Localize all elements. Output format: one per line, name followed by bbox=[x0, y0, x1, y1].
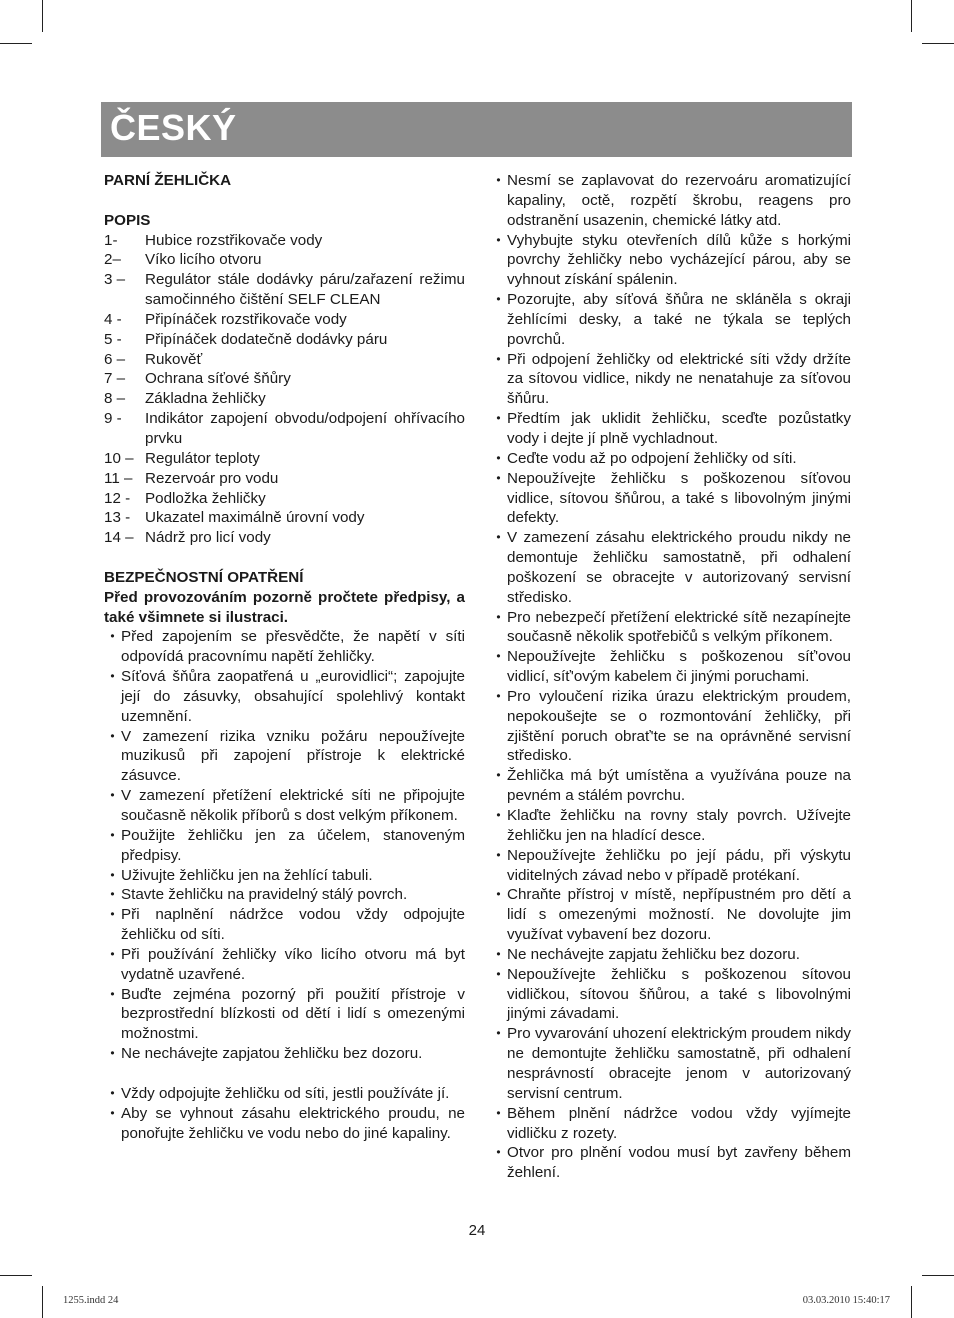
bullet-text: Nepoužívejte žehličku s poškozenou síťovou vidlice, sítovou šňůrou, a také s libovolným jinými defekty. bbox=[507, 469, 851, 527]
bullet-icon: • bbox=[110, 788, 115, 803]
bullet-icon: • bbox=[110, 629, 115, 644]
bullet-item bbox=[104, 985, 465, 1045]
crop-mark bbox=[922, 1275, 954, 1276]
crop-mark bbox=[922, 43, 954, 44]
item-number: 1- bbox=[104, 231, 118, 249]
bullet-text: Při naplnění nádržce vodou vždy odpojujte žehličku od síti. bbox=[121, 906, 465, 944]
bullet-item bbox=[490, 171, 851, 231]
bullet-item bbox=[104, 1104, 465, 1144]
parts-list bbox=[104, 231, 465, 549]
section-title: PARNÍ ŽEHLIČKA bbox=[104, 172, 232, 189]
item-number: 5 - bbox=[104, 330, 122, 348]
page-number: 24 bbox=[468, 1222, 486, 1239]
bullet-item bbox=[490, 846, 851, 886]
bullet-text: Při používání žehličky víko licího otvoru má byt vydatně uzavřené. bbox=[121, 945, 465, 983]
safety-list-right bbox=[490, 171, 851, 1183]
list-item bbox=[104, 350, 465, 370]
bullet-icon: • bbox=[496, 847, 501, 862]
bullet-text: V zamezení rizika vzniku požáru nepoužívejte muzikusů při zapojení přístroje k elektrické zásuvce. bbox=[121, 727, 465, 785]
bullet-item bbox=[490, 290, 851, 350]
item-number: 2– bbox=[104, 251, 121, 269]
bullet-text: Vyhybujte styku otevřeních dílů kůže s horkými povrchy žehličky nebo vycházející párou, aby se vyhnout získání spálenin. bbox=[507, 231, 851, 289]
bullet-item bbox=[104, 786, 465, 826]
bullet-text: Vždy odpojujte žehličku od síti, jestli používáte jí. bbox=[121, 1084, 450, 1102]
bullet-item bbox=[490, 409, 851, 449]
bullet-item bbox=[104, 945, 465, 985]
bullet-text: Ne nechávejte zapjatou žehličku bez dozoru. bbox=[121, 1045, 423, 1063]
bullet-text: Pro nebezpečí přetížení elektrické sítě nezapínejte současně několik spotřebičů s velkým příkonem. bbox=[507, 608, 851, 646]
bullet-icon: • bbox=[496, 768, 501, 783]
bullet-text: Uživujte žehličku jen na žehlící tabuli. bbox=[121, 866, 373, 884]
bullet-text: V zamezení zásahu elektrického proudu nikdy ne demontuje žehličku samostatně, při odhalení poškození se obracejte v autorizovaný servisní středisko. bbox=[507, 529, 851, 606]
bullet-icon: • bbox=[496, 470, 501, 485]
bullet-item bbox=[490, 1143, 851, 1183]
list-item bbox=[104, 409, 465, 449]
list-item bbox=[104, 330, 465, 350]
bullet-item bbox=[490, 766, 851, 806]
bullet-text: Nesmí se zaplavovat do rezervoáru aromatizující kapaliny, octě, rozpětí škrobu, reagens pro odstranění usazenin, chemické látky atd. bbox=[507, 172, 851, 229]
bullet-icon: • bbox=[496, 1105, 501, 1120]
item-label: Regulátor stále dodávky páru/zařazení režimu samočinného čištění SELF CLEAN bbox=[145, 271, 465, 309]
bullet-item bbox=[104, 866, 465, 886]
bullet-text: Při odpojení žehličky od elektrické síti vždy držíte za sítovou vidlice, nikdy ne nenatahuje za síťovou šňůru. bbox=[507, 350, 851, 408]
bullet-text: Stavte žehličku na pravidelný stálý povrch. bbox=[121, 886, 408, 904]
bullet-icon: • bbox=[110, 827, 115, 842]
bullet-text: Klaďte žehličku na rovny staly povrch. Užívejte žehličku jen na hladící desce. bbox=[507, 807, 851, 844]
bullet-icon: • bbox=[496, 609, 501, 624]
crop-mark bbox=[42, 0, 43, 32]
item-label: Regulátor teploty bbox=[145, 449, 260, 467]
safety-heading: BEZPEČNOSTNÍ OPATŘENÍ bbox=[104, 568, 304, 586]
bullet-text: Síťová šňůra zaopatřená u „eurovidlici“; zapojujte její do zásuvky, obsahující spolehlivý kontakt uzemnění. bbox=[121, 668, 465, 725]
list-item bbox=[104, 508, 465, 528]
right-column bbox=[490, 171, 851, 1183]
bullet-text: Použijte žehličku jen za účelem, stanoveným předpisy. bbox=[121, 826, 465, 864]
left-column bbox=[104, 171, 465, 1143]
bullet-icon: • bbox=[110, 907, 115, 922]
bullet-item bbox=[104, 727, 465, 787]
bullet-icon: • bbox=[110, 1046, 115, 1061]
item-number: 8 – bbox=[104, 390, 126, 408]
bullet-icon: • bbox=[110, 1085, 115, 1100]
crop-mark bbox=[42, 1286, 43, 1318]
item-label: Připínáček dodatečně dodávky páru bbox=[145, 330, 388, 348]
bullet-icon: • bbox=[496, 411, 501, 426]
bullet-item bbox=[104, 667, 465, 727]
bullet-text: Buďte zejména pozorný při použití přístroje v bezprostřední blízkosti od dětí i lidí s omezenými možnostmi. bbox=[121, 985, 465, 1043]
bullet-item bbox=[490, 1024, 851, 1103]
item-label: Rezervoár pro vodu bbox=[145, 469, 279, 487]
bullet-icon: • bbox=[496, 232, 501, 247]
bullet-text: Pozorujte, aby síťová šňůra ne skláněla s okraji žehlícími desky, a také ne týkala se teplých povrchů. bbox=[507, 291, 851, 348]
bullet-icon: • bbox=[496, 946, 501, 961]
bullet-text: Nepoužívejte žehličku s poškozenou síť'ovou vidlicí, síť'ovým kabelem či jinými poruchami. bbox=[507, 648, 851, 686]
item-label: Podložka žehličky bbox=[145, 489, 266, 507]
bullet-icon: • bbox=[496, 688, 501, 703]
bullet-icon: • bbox=[496, 808, 501, 822]
list-item bbox=[104, 449, 465, 469]
bullet-text: Nepoužívejte žehličku po její pádu, při výskytu viditelných závad nebo v případě protékaní. bbox=[507, 846, 851, 884]
bullet-text: V zamezení přetížení elektrické síti ne připojujte současně několik příborů s dost velkým příkonem. bbox=[121, 787, 465, 824]
bullet-icon: • bbox=[110, 669, 115, 684]
file-slug: 1255.indd 24 bbox=[63, 1295, 119, 1306]
item-label: Připínáček rozstřikovače vody bbox=[145, 310, 347, 328]
bullet-text: Otvor pro plnění vodou musí byt zavřeny během žehlení. bbox=[507, 1144, 851, 1182]
bullet-text: Před zapojením se přesvědčte, že napětí v síti odpovídá pracovnímu napětí žehličky. bbox=[121, 628, 465, 666]
bullet-icon: • bbox=[110, 986, 115, 1001]
bullet-icon: • bbox=[496, 887, 501, 902]
item-number: 3 – bbox=[104, 271, 126, 289]
bullet-icon: • bbox=[496, 1026, 501, 1041]
item-number: 6 – bbox=[104, 350, 126, 368]
item-label: Ukazatel maximálně úrovní vody bbox=[145, 509, 365, 527]
bullet-icon: • bbox=[110, 867, 115, 882]
bullet-item bbox=[490, 608, 851, 648]
safety-intro: Před provozováním pozorně pročtete předpisy, a také všimnete si ilustraci. bbox=[104, 588, 465, 626]
banner-title: ČESKÝ bbox=[110, 107, 237, 148]
bullet-item bbox=[490, 231, 851, 291]
item-number: 13 - bbox=[104, 509, 131, 527]
crop-mark bbox=[0, 1275, 32, 1276]
item-number: 11 – bbox=[104, 469, 133, 487]
bullet-icon: • bbox=[496, 530, 501, 545]
bullet-item bbox=[490, 647, 851, 687]
bullet-text: Žehlička má být umístěna a využívána pouze na pevném a stálém povrchu. bbox=[507, 767, 851, 805]
bullet-item bbox=[490, 945, 851, 965]
list-item bbox=[104, 369, 465, 389]
bullet-item bbox=[104, 826, 465, 866]
crop-mark bbox=[911, 0, 912, 32]
bullet-text: Aby se vyhnout zásahu elektrického proudu, ne ponořujte žehličku ve vodu nebo do jiné kapaliny. bbox=[121, 1104, 465, 1142]
list-item bbox=[104, 489, 465, 509]
bullet-text: Během plnění nádržce vodou vždy vyjímejte vidličku z rozety. bbox=[507, 1104, 851, 1142]
bullet-icon: • bbox=[496, 649, 501, 664]
item-number: 14 – bbox=[104, 529, 134, 547]
list-item bbox=[104, 310, 465, 330]
bullet-icon: • bbox=[110, 946, 115, 961]
item-label: Rukověť bbox=[145, 350, 203, 368]
bullet-text: Nepoužívejte žehličku s poškozenou sítovou vidličkou, sítovou šňůrou, a také s libovolnými jinými závadami. bbox=[507, 965, 851, 1023]
bullet-item bbox=[104, 627, 465, 667]
bullet-item bbox=[490, 885, 851, 945]
bullet-item bbox=[490, 469, 851, 529]
bullet-text: Ne nechávejte zapjatu žehličku bez dozoru. bbox=[507, 945, 800, 963]
item-label: Ochrana síťové šňůry bbox=[145, 370, 291, 388]
bullet-text: Pro vyvarování uhození elektrickým proudem nikdy ne demontujte žehličku samostatně, při odhalení nesprávností obracejte jenom v autorizovaný servisní centrum. bbox=[507, 1025, 851, 1102]
item-label: Nádrž pro licí vody bbox=[145, 529, 271, 547]
safety-list-left bbox=[104, 627, 465, 1143]
list-item bbox=[104, 389, 465, 409]
bullet-item bbox=[104, 1044, 465, 1064]
crop-mark bbox=[911, 1286, 912, 1318]
list-item bbox=[104, 528, 465, 548]
date-slug: 03.03.2010 15:40:17 bbox=[802, 1295, 890, 1306]
bullet-item bbox=[104, 905, 465, 945]
item-number: 7 – bbox=[104, 370, 126, 388]
bullet-text: Předtím jak uklidit žehličku, sceďte pozůstatky vody i dejte jí plně vychladnout. bbox=[507, 410, 851, 447]
bullet-text: Pro vyloučení rizika úrazu elektrickým proudem, nepokoušejte se o rozmontování žehličky, při zjištění poruch obrať'te se na oprávněné servisní středisko. bbox=[507, 687, 851, 765]
list-item bbox=[104, 250, 465, 270]
popis-heading: POPIS bbox=[104, 211, 151, 229]
bullet-item bbox=[490, 449, 851, 469]
item-number: 10 – bbox=[104, 449, 134, 467]
bullet-item bbox=[104, 885, 465, 905]
item-number: 4 - bbox=[104, 310, 122, 328]
bullet-item bbox=[490, 528, 851, 607]
bullet-icon: • bbox=[496, 351, 501, 366]
bullet-item bbox=[104, 1084, 465, 1104]
item-label: Víko licího otvoru bbox=[145, 251, 262, 269]
item-label: Základna žehličky bbox=[145, 390, 266, 408]
bullet-item bbox=[490, 350, 851, 410]
bullet-icon: • bbox=[110, 1105, 115, 1120]
bullet-icon: • bbox=[496, 1145, 501, 1160]
bullet-icon: • bbox=[496, 450, 501, 465]
bullet-text: Chraňte přístroj v místě, nepřípustném pro dětí a lidí s omezenými možností. Ne dovolujte jim využívat vybavení bez dozoru. bbox=[507, 886, 851, 944]
crop-mark bbox=[0, 43, 32, 44]
list-item bbox=[104, 231, 465, 251]
bullet-icon: • bbox=[496, 173, 501, 187]
bullet-item bbox=[490, 687, 851, 766]
bullet-text: Ceďte vodu až po odpojení žehličky od síti. bbox=[507, 449, 797, 467]
bullet-icon: • bbox=[110, 728, 115, 743]
bullet-item bbox=[490, 1104, 851, 1144]
bullet-icon: • bbox=[110, 887, 115, 902]
bullet-item bbox=[490, 806, 851, 846]
bullet-icon: • bbox=[496, 966, 501, 981]
bullet-icon: • bbox=[496, 292, 501, 307]
item-number: 12 - bbox=[104, 489, 131, 507]
bullet-item bbox=[490, 965, 851, 1025]
language-banner bbox=[101, 102, 852, 157]
list-item bbox=[104, 270, 465, 310]
item-number: 9 - bbox=[104, 410, 122, 428]
item-label: Indikátor zapojení obvodu/odpojení ohřívacího prvku bbox=[145, 410, 465, 447]
list-item bbox=[104, 469, 465, 489]
item-label: Hubice rozstřikovače vody bbox=[145, 231, 323, 249]
